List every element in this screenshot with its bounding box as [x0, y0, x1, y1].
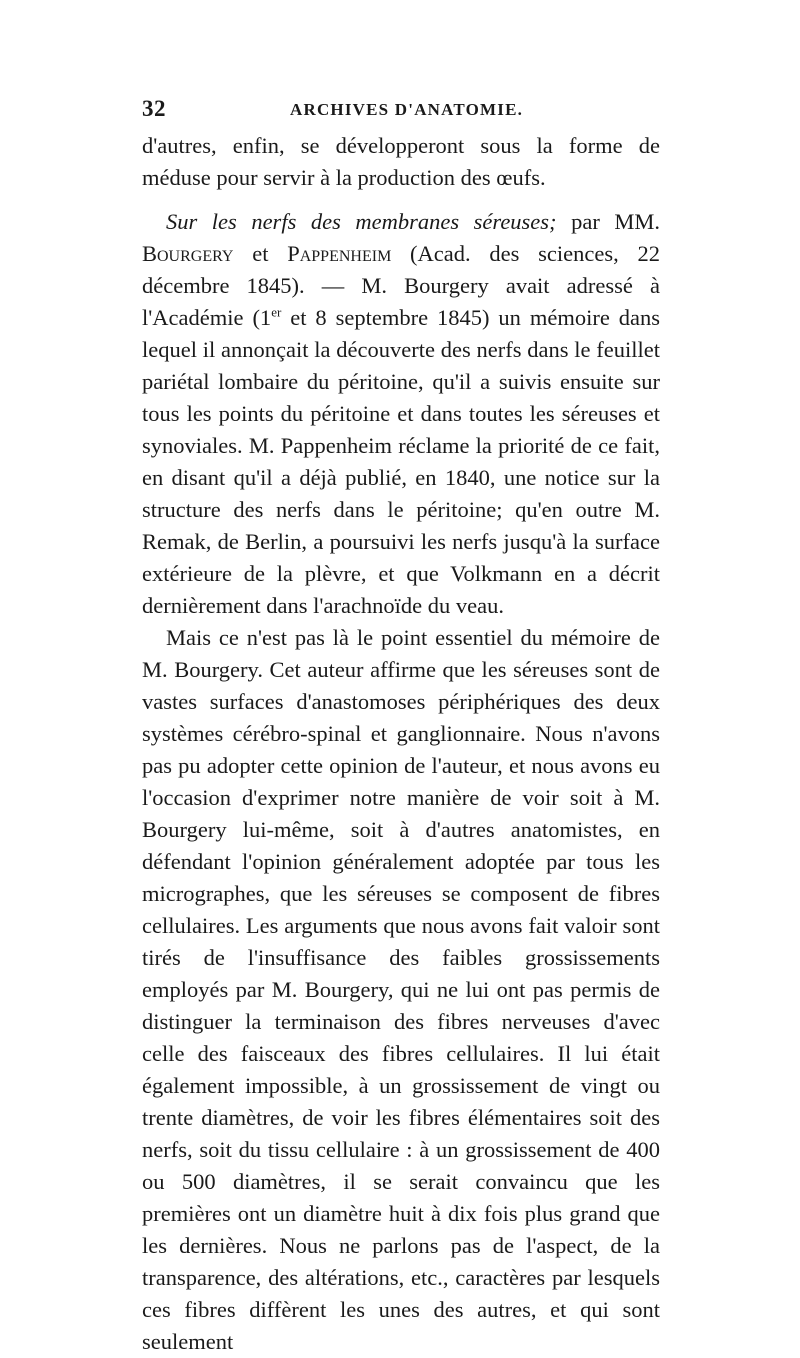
second-paragraph-text: Mais ce n'est pas là le point essentiel du mémoire de M. Bourgery. Cet auteur affirme que les séreuses sont de vastes surfaces d'anastomoses périphériques des deux systèmes cérébro-spinal et ganglionnaire. Nous n'avons pas pu adopter cette opinion de l'auteur, et nous avons eu l'occasion d'exprimer notre manière de voir soit à M. Bourgery lui-même, soit à d'autres anatomistes, en défendant l'opinion généralement adoptée par tous les micrographes, que les séreuses se composent de fibres cellulaires. Les arguments que nous avons fait valoir sont tirés de l'insuffisance des faibles grossissements employés par M. Bourgery, qui ne lui ont pas permis de distinguer la terminaison des fibres nerveuses d'avec celle des faisceaux des fibres cellulaires. Il lui était également impossible, à un grossissement de vingt ou trente diamètres, de voir les fibres élémentaires soit des nerfs, soit du tissu cellulaire : à un grossissement de 400 ou 500 diamètres, il se serait convaincu que les premières ont un diamètre huit à dix fois plus grand que les dernières. Nous ne parlons pas de l'aspect, de la transparence, des altérations, etc., caractères par lesquels ces fibres diffèrent les unes des autres, et qui sont seulement [142, 625, 660, 1354]
body-text [142, 130, 660, 1358]
paragraph-gap [142, 194, 660, 206]
page-header [142, 96, 662, 124]
article-title: Sur les nerfs des membranes séreuses; [166, 209, 557, 234]
second-paragraph [142, 622, 660, 1358]
continuation-paragraph [142, 130, 660, 194]
author-bourgery: Bourgery [142, 241, 234, 266]
article-body-start: — M. Bourgery avait adressé à l'Académie (1 [142, 273, 660, 330]
article-and: et [233, 241, 288, 266]
ordinal-superscript: er [271, 304, 282, 320]
article-by: par MM. [556, 209, 660, 234]
article-paragraph [142, 206, 660, 622]
author-pappenheim: Pappenheim [287, 241, 392, 266]
running-title: ARCHIVES D'ANATOMIE. [290, 100, 524, 119]
page-number: 32 [142, 96, 166, 121]
article-body-rest: et 8 septembre 1845) un mémoire dans lequel il annonçait la découverte des nerfs dans le feuillet pariétal lombaire du péritoine, qu'il a suivis ensuite sur tous les points du péritoine et dans toutes les séreuses et synoviales. M. Pappenheim réclame la priorité de ce fait, en disant qu'il a déjà publié, en 1840, une notice sur la structure des nerfs dans le péritoine; qu'en outre M. Remak, de Berlin, a poursuivi les nerfs jusqu'à la surface extérieure de la plèvre, et que Volkmann en a décrit dernièrement dans l'arachnoïde du veau. [142, 305, 660, 618]
article-source: (Acad. des sciences, 22 décembre 1845). [142, 241, 660, 298]
continuation-text: d'autres, enfin, se développeront sous la forme de méduse pour servir à la production des œufs. [142, 133, 660, 190]
